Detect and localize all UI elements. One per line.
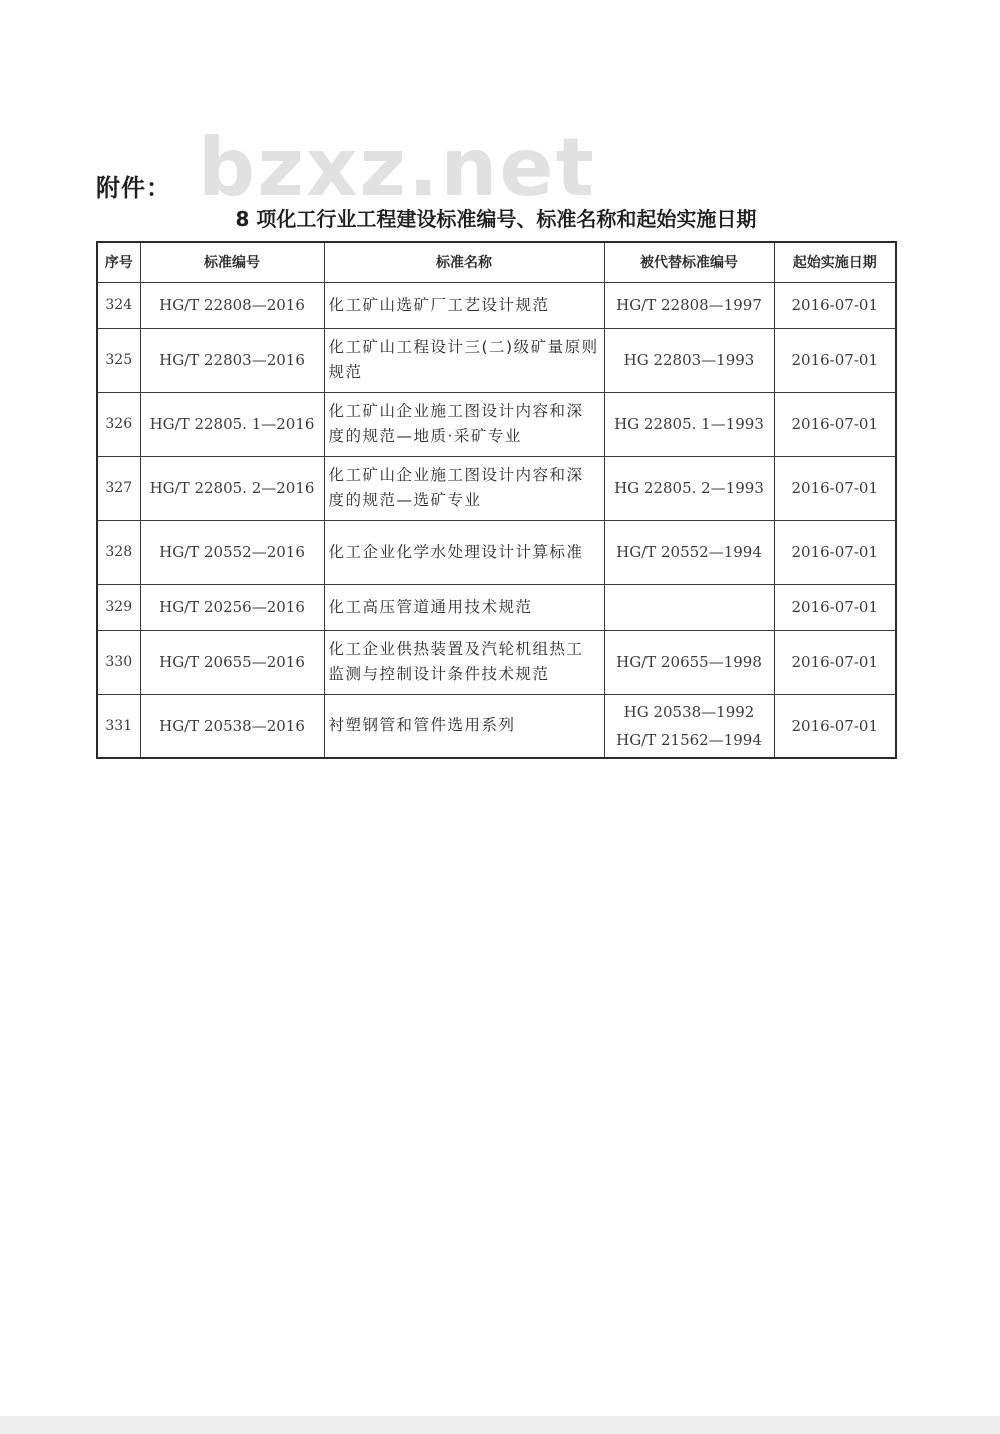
row-seq: 326 xyxy=(97,392,140,456)
row-replaced-code xyxy=(604,694,774,758)
row-replaced-code xyxy=(604,328,774,392)
row-standard-code: HG/T 22808—2016 xyxy=(140,282,324,328)
row-seq: 329 xyxy=(97,584,140,630)
replaced-code-line: HG/T 22808—1997 xyxy=(616,296,762,314)
header-effective-date: 起始实施日期 xyxy=(774,242,896,282)
table-row xyxy=(97,282,896,328)
table-header-row xyxy=(97,242,896,282)
row-standard-name: 化工矿山企业施工图设计内容和深度的规范—选矿专业 xyxy=(324,456,604,520)
table-row xyxy=(97,328,896,392)
row-standard-name: 化工高压管道通用技术规范 xyxy=(324,584,604,630)
row-standard-name: 衬塑钢管和管件选用系列 xyxy=(324,694,604,758)
replaced-code-line: HG 22805. 2—1993 xyxy=(614,479,764,497)
row-effective-date: 2016-07-01 xyxy=(774,328,896,392)
row-replaced-code xyxy=(604,392,774,456)
row-seq: 327 xyxy=(97,456,140,520)
row-standard-code: HG/T 22805. 1—2016 xyxy=(140,392,324,456)
header-seq: 序号 xyxy=(97,242,140,282)
row-seq: 325 xyxy=(97,328,140,392)
table-row xyxy=(97,630,896,694)
replaced-code-line: HG 20538—1992 xyxy=(623,702,755,721)
row-standard-code: HG/T 20552—2016 xyxy=(140,520,324,584)
row-effective-date: 2016-07-01 xyxy=(774,584,896,630)
replaced-code-line: HG/T 20655—1998 xyxy=(616,653,762,671)
row-standard-name: 化工矿山企业施工图设计内容和深度的规范—地质·采矿专业 xyxy=(324,392,604,456)
header-standard-name: 标准名称 xyxy=(324,242,604,282)
row-standard-name: 化工矿山工程设计三(二)级矿量原则规范 xyxy=(324,328,604,392)
attachment-label: 附件： xyxy=(96,174,171,202)
row-effective-date: 2016-07-01 xyxy=(774,392,896,456)
replaced-code-line: HG/T 21562—1994 xyxy=(616,730,762,749)
row-effective-date: 2016-07-01 xyxy=(774,630,896,694)
table-row xyxy=(97,392,896,456)
replaced-code-line: HG 22805. 1—1993 xyxy=(614,415,764,433)
row-effective-date: 2016-07-01 xyxy=(774,520,896,584)
row-standard-code: HG/T 22803—2016 xyxy=(140,328,324,392)
row-replaced-code xyxy=(604,282,774,328)
standards-table xyxy=(96,241,897,759)
row-standard-code: HG/T 20538—2016 xyxy=(140,694,324,758)
table-row xyxy=(97,694,896,758)
watermark: bzxz.net xyxy=(198,121,596,214)
row-seq: 328 xyxy=(97,520,140,584)
document-title: 8 项化工行业工程建设标准编号、标准名称和起始实施日期 xyxy=(235,207,757,231)
table-row xyxy=(97,456,896,520)
row-standard-name: 化工企业供热装置及汽轮机组热工监测与控制设计条件技术规范 xyxy=(324,630,604,694)
table-row xyxy=(97,520,896,584)
replaced-code-line: HG 22803—1993 xyxy=(623,351,755,369)
row-standard-code: HG/T 22805. 2—2016 xyxy=(140,456,324,520)
row-effective-date: 2016-07-01 xyxy=(774,456,896,520)
row-replaced-code xyxy=(604,456,774,520)
replaced-code-line: HG/T 20552—1994 xyxy=(616,543,762,561)
header-replaced-code: 被代替标准编号 xyxy=(604,242,774,282)
row-replaced-code xyxy=(604,520,774,584)
row-effective-date: 2016-07-01 xyxy=(774,694,896,758)
page-bottom-edge xyxy=(0,1416,1000,1434)
row-standard-name: 化工企业化学水处理设计计算标准 xyxy=(324,520,604,584)
row-seq: 330 xyxy=(97,630,140,694)
row-seq: 324 xyxy=(97,282,140,328)
row-effective-date: 2016-07-01 xyxy=(774,282,896,328)
row-replaced-code xyxy=(604,584,774,630)
header-standard-code: 标准编号 xyxy=(140,242,324,282)
row-standard-code: HG/T 20256—2016 xyxy=(140,584,324,630)
row-standard-code: HG/T 20655—2016 xyxy=(140,630,324,694)
row-replaced-code xyxy=(604,630,774,694)
table-row xyxy=(97,584,896,630)
row-standard-name: 化工矿山选矿厂工艺设计规范 xyxy=(324,282,604,328)
row-seq: 331 xyxy=(97,694,140,758)
